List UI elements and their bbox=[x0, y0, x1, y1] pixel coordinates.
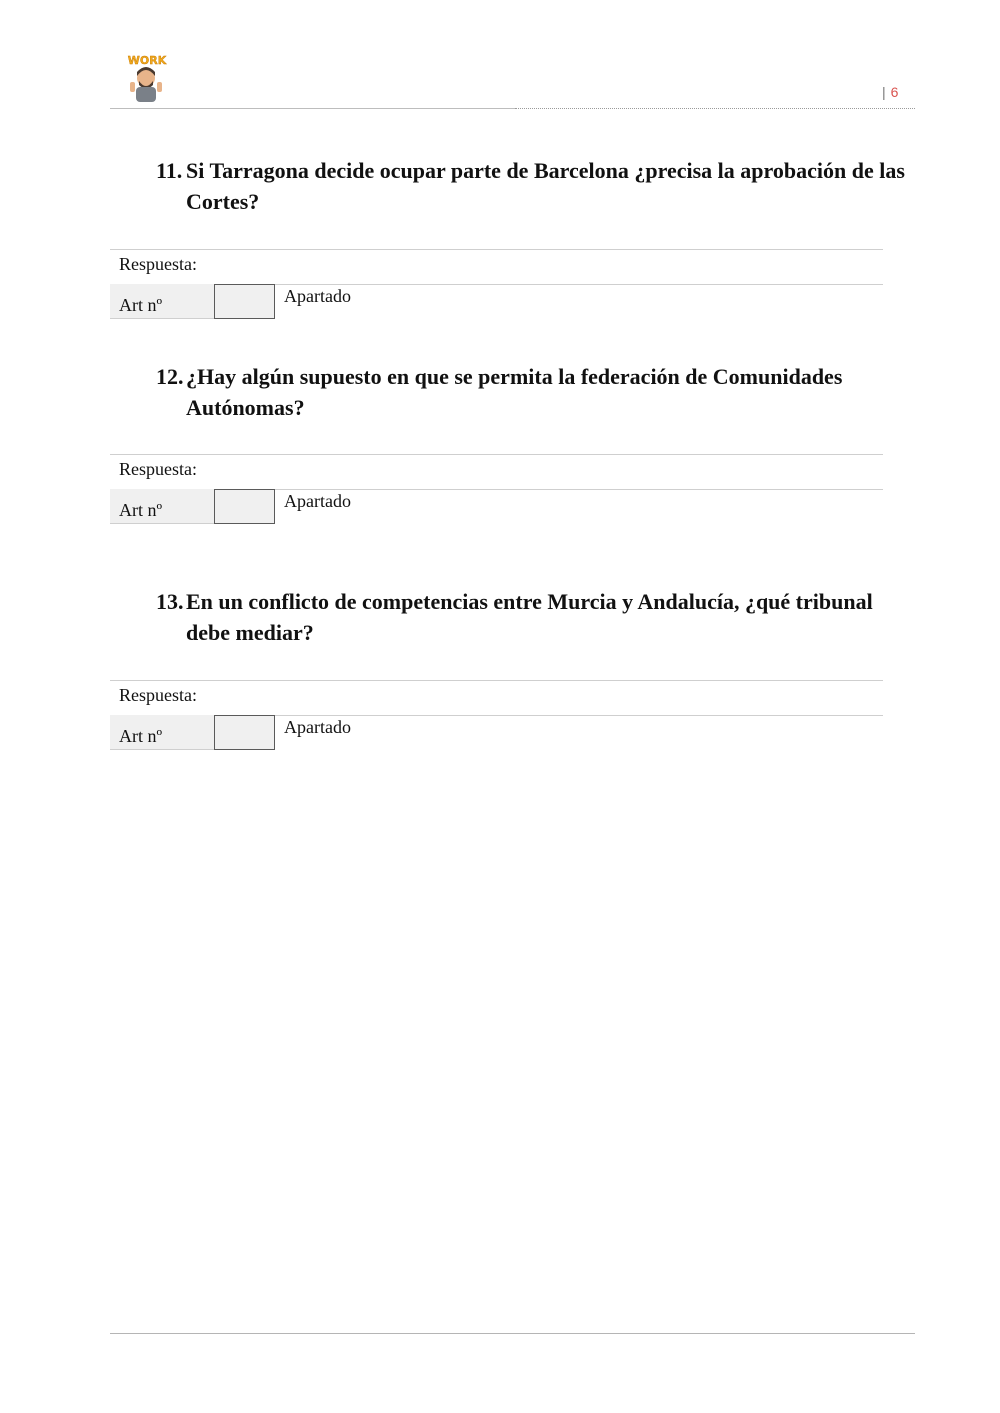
question-text: ¿Hay algún supuesto en que se permita la federación de Comunidades Autónomas? bbox=[186, 364, 843, 420]
question-12 bbox=[156, 361, 906, 423]
page-number-separator: | bbox=[882, 84, 886, 100]
answer-block-13 bbox=[110, 680, 883, 750]
header-divider bbox=[110, 108, 515, 109]
article-label: Art nº bbox=[119, 726, 163, 746]
article-label: Art nº bbox=[119, 500, 163, 520]
article-label-cell bbox=[110, 284, 214, 319]
article-label-cell bbox=[110, 715, 214, 750]
question-number: 13. bbox=[156, 589, 184, 614]
article-label: Art nº bbox=[119, 295, 163, 315]
logo-work-text: WORK bbox=[127, 54, 167, 67]
answer-field[interactable] bbox=[110, 680, 883, 716]
page-number-value: 6 bbox=[890, 84, 899, 100]
article-number-input[interactable] bbox=[214, 715, 275, 750]
answer-label: Respuesta: bbox=[119, 459, 197, 479]
footer-divider bbox=[110, 1333, 915, 1334]
answer-block-12 bbox=[110, 454, 883, 524]
article-number-input[interactable] bbox=[214, 284, 275, 319]
answer-block-11 bbox=[110, 249, 883, 319]
answer-label: Respuesta: bbox=[119, 254, 197, 274]
answer-field[interactable] bbox=[110, 249, 883, 285]
work-avatar-logo bbox=[122, 52, 172, 106]
question-number: 11. bbox=[156, 158, 183, 183]
question-11 bbox=[156, 155, 906, 217]
article-label-cell bbox=[110, 489, 214, 524]
question-text: En un conflicto de competencias entre Murcia y Andalucía, ¿qué tribunal debe mediar? bbox=[186, 589, 873, 645]
answer-field[interactable] bbox=[110, 454, 883, 490]
header-divider-dotted bbox=[515, 108, 915, 109]
question-text: Si Tarragona decide ocupar parte de Barcelona ¿precisa la aprobación de las Cortes? bbox=[186, 158, 905, 214]
question-13 bbox=[156, 586, 906, 648]
question-number: 12. bbox=[156, 364, 184, 389]
section-label: Apartado bbox=[284, 286, 351, 306]
page-number bbox=[882, 84, 898, 100]
answer-label: Respuesta: bbox=[119, 685, 197, 705]
section-label: Apartado bbox=[284, 491, 351, 511]
section-label: Apartado bbox=[284, 717, 351, 737]
article-number-input[interactable] bbox=[214, 489, 275, 524]
